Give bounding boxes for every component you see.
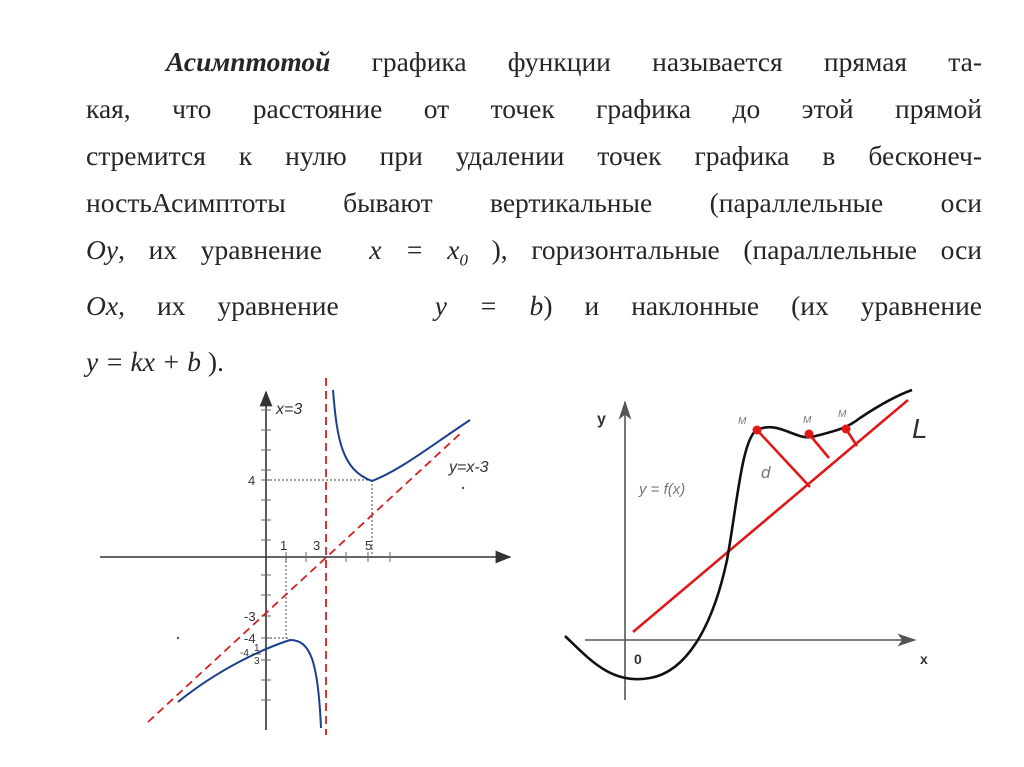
x-tick-3: 3 — [313, 538, 321, 553]
distance-segment-2 — [809, 434, 829, 458]
origin-label: 0 — [634, 651, 642, 667]
function-label: y = f(x) — [639, 481, 686, 498]
y-tick-minus-3: -3 — [244, 609, 256, 624]
lower-branch — [178, 640, 321, 728]
right-graph — [565, 390, 928, 700]
point-label-2: M — [803, 415, 812, 426]
y-fraction-label — [240, 643, 261, 667]
oblique-asymptote-equation: y = kx + b — [86, 346, 201, 377]
svg-text:1: 1 — [254, 643, 260, 654]
paragraph-line-3: стремится к нулю при удалении точек графика в бесконеч- — [86, 140, 982, 171]
vertical-asymptote-label: x=3 — [276, 401, 303, 418]
paragraph-line-5: Oy, их уравнение $x = x_0$ ), горизонтальные (параллельные оси — [86, 234, 982, 270]
point-label-1: M — [738, 416, 747, 427]
y-tick-4: 4 — [248, 473, 256, 488]
asymptote-term: Асимптотой — [166, 46, 331, 77]
paragraph-line-1: Асимптотой графика функции называется прямая та- — [166, 46, 982, 77]
left-graph — [100, 378, 510, 735]
svg-text:3: 3 — [254, 656, 260, 667]
point-m-1 — [753, 426, 762, 435]
paragraph-line-2: кая, что расстояние от точек графика до этой прямой — [86, 93, 982, 124]
distance-label: d — [761, 463, 771, 482]
paragraph-line-7: y = kx + b ). — [86, 346, 224, 377]
paragraph-line-6: Ox, их уравнение y = b) и наклонные (их уравнение — [86, 290, 982, 321]
x-tick-5: 5 — [365, 538, 373, 553]
oblique-asymptote-label: y=x-3 — [449, 459, 489, 476]
paragraph-line-4: ностьАсимптоты бывают вертикальные (параллельные оси — [86, 187, 982, 218]
right-y-axis-label: y — [597, 411, 606, 428]
svg-text:-4: -4 — [240, 648, 249, 659]
right-x-axis-label: x — [920, 651, 928, 667]
line-label-L: L — [912, 413, 928, 444]
asymptote-line-L — [633, 400, 908, 632]
point-label-3: M — [838, 409, 847, 420]
function-curve — [565, 390, 912, 679]
point-m-3 — [842, 425, 851, 434]
y-tick-minus-4: -4 — [244, 631, 256, 646]
horizontal-asymptote-equation: y = b — [434, 290, 544, 321]
vertical-asymptote-equation: $x = x_0$ — [369, 234, 468, 270]
x-tick-1: 1 — [280, 538, 288, 553]
oblique-asymptote — [148, 432, 462, 722]
point-m-2 — [805, 430, 814, 439]
